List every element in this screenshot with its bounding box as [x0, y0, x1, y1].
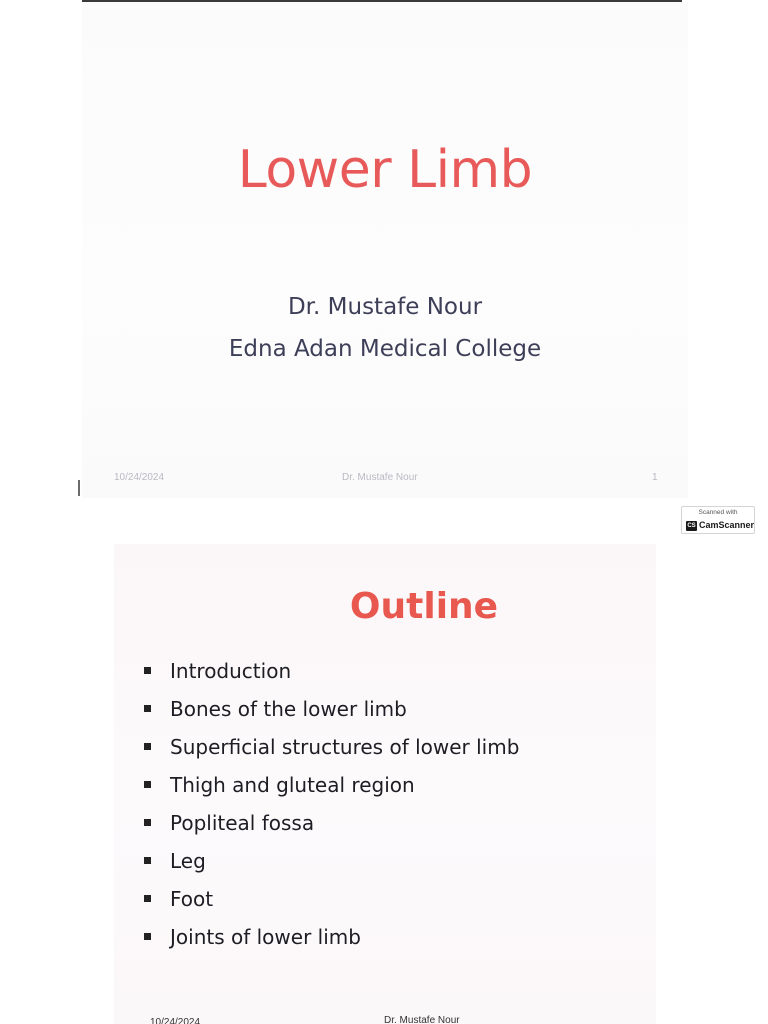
list-item-text: Superficial structures of lower limb	[170, 735, 520, 759]
list-item-text: Introduction	[170, 659, 292, 683]
square-bullet-icon	[144, 933, 151, 940]
slide-title	[82, 2, 688, 498]
list-item-text: Joints of lower limb	[170, 925, 361, 949]
list-item	[144, 728, 519, 766]
slide1-footer-page-number: 1	[652, 472, 658, 483]
institution-name: Edna Adan Medical College	[228, 336, 542, 362]
list-item	[144, 804, 519, 842]
slide2-footer-author: Dr. Mustafe Nour	[384, 1015, 460, 1024]
watermark-scanned-with: Scanned with	[698, 509, 738, 516]
watermark-app-name: CamScanner	[699, 520, 755, 530]
square-bullet-icon	[144, 857, 151, 864]
slide1-footer-author: Dr. Mustafe Nour	[342, 472, 418, 483]
square-bullet-icon	[144, 667, 151, 674]
list-item	[144, 880, 519, 918]
list-item-text: Foot	[170, 887, 214, 911]
camscanner-logo-icon: CS	[687, 523, 696, 529]
list-item	[144, 690, 519, 728]
list-item	[144, 842, 519, 880]
list-item	[144, 652, 519, 690]
outline-list	[144, 652, 519, 956]
square-bullet-icon	[144, 781, 151, 788]
square-bullet-icon	[144, 705, 151, 712]
author-name: Dr. Mustafe Nour	[287, 294, 483, 320]
list-item	[144, 766, 519, 804]
list-item-text: Thigh and gluteal region	[170, 773, 415, 797]
square-bullet-icon	[144, 895, 151, 902]
list-item-text: Bones of the lower limb	[170, 697, 407, 721]
slide-title-heading: Lower Limb	[237, 140, 533, 200]
slide-outline	[114, 544, 656, 1024]
square-bullet-icon	[144, 743, 151, 750]
list-item-text: Popliteal fossa	[170, 811, 315, 835]
outline-heading: Outline	[349, 586, 499, 627]
list-item	[144, 918, 519, 956]
camscanner-watermark	[681, 506, 755, 534]
square-bullet-icon	[144, 819, 151, 826]
slide2-footer-date: 10/24/2024	[150, 1017, 201, 1024]
list-item-text: Leg	[170, 849, 206, 873]
slide1-footer-date: 10/24/2024	[114, 472, 165, 483]
scan-edge-mark	[78, 480, 80, 496]
